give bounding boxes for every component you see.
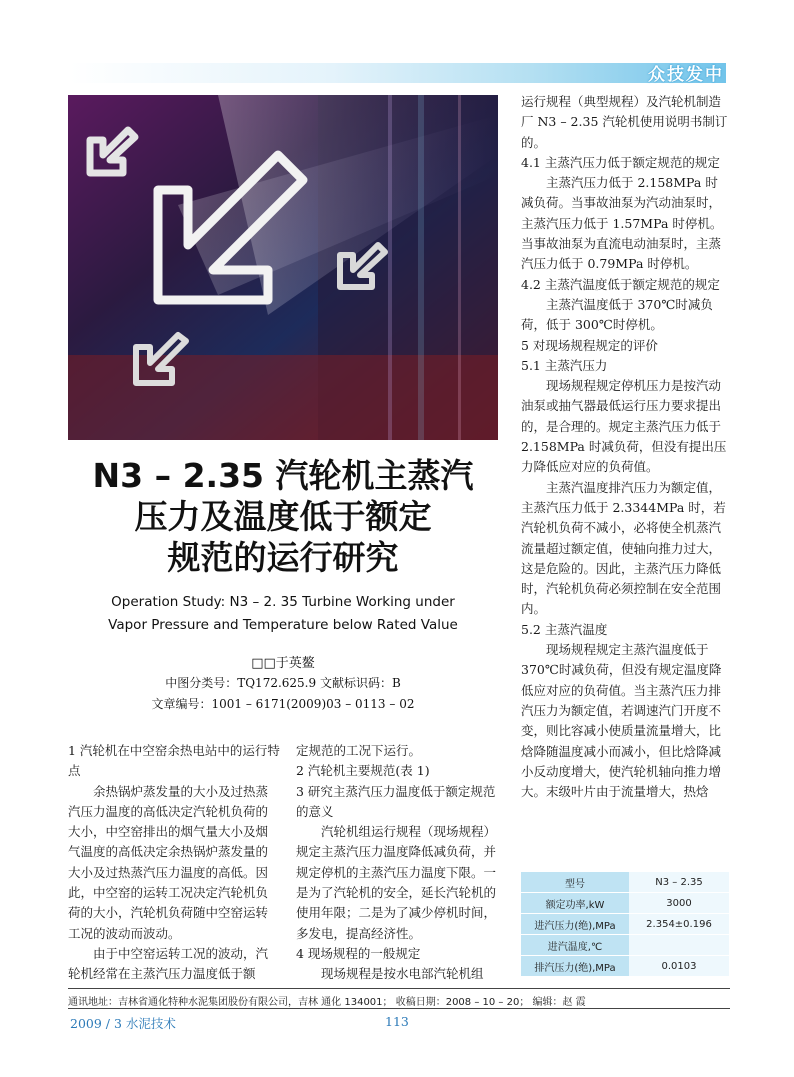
section-heading: 1 汽轮机在中空窑余热电站中的运行特点 <box>68 743 280 779</box>
english-title-line: Operation Study: N3 – 2. 35 Turbine Working under <box>111 594 455 610</box>
table-cell-label: 进汽压力(绝),MPa <box>521 914 629 935</box>
paragraph: 汽轮机组运行规程（现场规程）规定主蒸汽压力温度降低减负荷，并规定停机的主蒸汽压力温度下限。一是为了汽轮机的安全，延长汽轮机的使用年限；二是为了减少停机时间，多发电，提高经济性。 <box>296 824 497 941</box>
body-column-left <box>68 741 280 985</box>
table-cell-value <box>629 935 729 956</box>
section-heading: 5.2 主蒸汽温度 <box>521 621 608 637</box>
table-row <box>521 893 729 914</box>
table-cell-value: 3000 <box>629 893 729 914</box>
table-cell-label: 额定功率,kW <box>521 893 629 914</box>
table-row <box>521 956 729 977</box>
header-band <box>70 63 726 83</box>
title-line: N3 – 2.35 汽轮机主蒸汽 <box>92 456 474 495</box>
paragraph: 主蒸汽压力低于 2.158MPa 时减负荷。当事故油泵为汽动油泵时，主蒸汽压力低于 1.57MPa 时停机。当事故油泵为直流电动油泵时，主蒸汽压力低于 0.79MPa 时停机。 <box>521 175 723 272</box>
footer-rule <box>68 1008 730 1009</box>
section-label: 众技发中 <box>648 65 724 85</box>
english-title-line: Vapor Pressure and Temperature below Rated Value <box>108 617 458 633</box>
table-cell-value: 0.0103 <box>629 956 729 977</box>
article-title <box>68 455 498 578</box>
arrows-illustration <box>68 95 498 440</box>
paragraph: 现场规程规定停机压力是按汽动油泵或抽气器最低运行压力要求提出的，是合理的。规定主蒸汽压力低于 2.158MPa 时减负荷，但没有提出压力降低应对应的负荷值。 <box>521 378 727 475</box>
table-row <box>521 914 729 935</box>
hero-image <box>68 95 498 440</box>
body-column-right <box>521 92 729 802</box>
title-line: 规范的运行研究 <box>167 538 399 577</box>
body-column-middle <box>296 741 500 985</box>
section-heading: 2 汽轮机主要规范(表 1) <box>296 763 430 779</box>
table-cell-label: 进汽温度,℃ <box>521 935 629 956</box>
paragraph: 现场规程是按水电部汽轮机组 <box>321 966 484 982</box>
author: □□于英鳌 <box>251 656 315 671</box>
classification-number: 中图分类号：TQ172.625.9 文献标识码：B <box>165 676 401 690</box>
table-row <box>521 935 729 956</box>
section-heading: 3 研究主蒸汽压力温度低于额定规范的意义 <box>296 783 496 819</box>
table-cell-label: 型号 <box>521 872 629 893</box>
section-heading: 5 对现场规程规定的评价 <box>521 337 658 353</box>
paragraph: 主蒸汽温度低于 370℃时减负荷，低于 300℃时停机。 <box>521 296 713 333</box>
title-line: 压力及温度低于额定 <box>134 497 432 536</box>
table-cell-label: 排汽压力(绝),MPa <box>521 956 629 977</box>
table-cell-value: 2.354±0.196 <box>629 914 729 935</box>
page-number: 113 <box>385 1014 409 1029</box>
paragraph: 由于中空窑运转工况的波动，汽轮机经常在主蒸汽压力温度低于额 <box>68 945 269 982</box>
paragraph: 运行规程（典型规程）及汽轮机制造厂 N3 – 2.35 汽轮机使用说明书制订的。 <box>521 94 728 150</box>
table-row <box>521 872 729 893</box>
table-cell-value: N3 – 2.35 <box>629 872 729 893</box>
correspondence-address: 通讯地址：吉林省通化特种水泥集团股份有限公司，吉林 通化 134001； 收稿日期：2008 – 10 – 20； 编辑：赵 霞 <box>68 997 586 1008</box>
footer-rule <box>68 988 730 989</box>
paragraph: 余热锅炉蒸发量的大小及过热蒸汽压力温度的高低决定汽轮机负荷的大小，中空窑排出的烟气量大小及烟气温度的高低决定余热锅炉蒸发量的大小及过热蒸汽压力温度的高低。因此，中空窑的运转工况决定汽轮机负荷的大小，汽轮机负荷随中空窑运转工况的波动而波动。 <box>68 783 269 941</box>
paragraph: 定规范的工况下运行。 <box>296 743 422 758</box>
article-number: 文章编号：1001 – 6171(2009)03 – 0113 – 02 <box>151 697 415 711</box>
turbine-spec-table <box>521 872 729 977</box>
section-heading: 4.1 主蒸汽压力低于额定规范的规定 <box>521 154 720 170</box>
journal-issue: 2009 / 3 水泥技术 <box>70 1016 176 1031</box>
section-heading: 4.2 主蒸汽温度低于额定规范的规定 <box>521 276 720 292</box>
english-title <box>68 591 498 637</box>
section-heading: 5.1 主蒸汽压力 <box>521 357 608 373</box>
paragraph: 主蒸汽温度排汽压力为额定值，主蒸汽压力低于 2.3344MPa 时，若汽轮机负荷不减小，必将使全机蒸汽流量超过额定值，使轴向推力过大，这是危险的。因此，主蒸汽压力降低时，汽轮机负荷必须控制在安全范围内。 <box>521 479 726 617</box>
section-heading: 4 现场规程的一般规定 <box>296 945 421 961</box>
paragraph: 现场规程规定主蒸汽温度低于 370℃时减负荷，但没有规定温度降低应对应的负荷值。当主蒸汽压力排汽压力为额定值，若调速汽门开度不变，则比容减小使质量流量增大，比焓降随温度减小而减小，但比焓降减小反动度增大，使汽轮机轴向推力增大。末级叶片由于流量增大，热焓 <box>521 642 722 800</box>
